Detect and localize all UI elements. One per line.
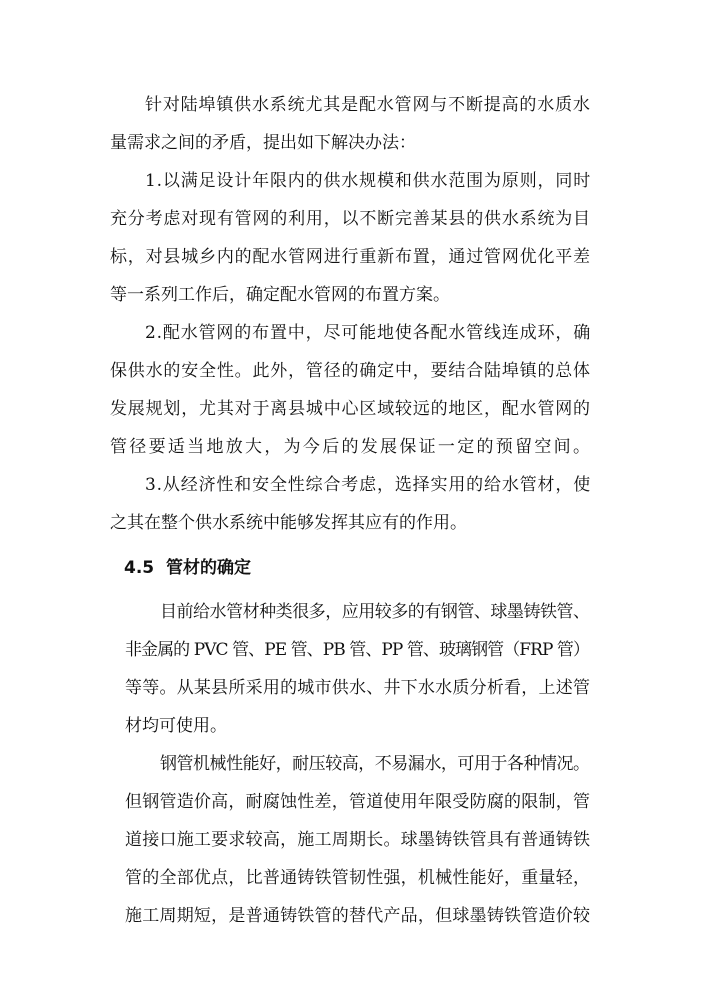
item1-line-2: 充分考虑对现有管网的利用，以不断完善某县的供水系统为目 [110, 209, 591, 229]
para1-line-3: 等等。从某县所采用的城市供水、井下水水质分析看，上述管 [125, 678, 591, 698]
para1-line-4: 材均可使用。 [125, 716, 227, 736]
item2-line-4: 管径要适当地放大，为今后的发展保证一定的预留空间。 [110, 437, 593, 457]
section-title: 管材的确定 [165, 558, 251, 578]
section-heading [124, 558, 251, 578]
para2-line-2: 但钢管造价高，耐腐蚀性差，管道使用年限受防腐的限制，管 [125, 792, 591, 812]
para2-line-3: 道接口施工要求较高，施工周期长。球墨铸铁管具有普通铸铁 [125, 830, 591, 850]
para2-line-5: 施工周期短，是普通铸铁管的替代产品，但球墨铸铁管造价较 [125, 906, 591, 926]
item3-line-2: 之其在整个供水系统中能够发挥其应有的作用。 [110, 513, 467, 533]
item1-line-1: 1.以满足设计年限内的供水规模和供水范围为原则，同时 [145, 171, 592, 191]
para1-line-1: 目前给水管材种类很多，应用较多的有钢管、球墨铸铁管、 [160, 602, 590, 622]
item1-line-4: 等一系列工作后，确定配水管网的布置方案。 [110, 285, 450, 305]
section-number: 4.5 [124, 558, 155, 578]
item1-line-3: 标，对县城乡内的配水管网进行重新布置，通过管网优化平差 [110, 247, 591, 267]
item2-line-3: 发展规划，尤其对于离县城中心区域较远的地区，配水管网的 [110, 399, 591, 419]
item2-line-2: 保供水的安全性。此外，管径的确定中，要结合陆埠镇的总体 [110, 361, 591, 381]
item2-line-1: 2.配水管网的布置中，尽可能地使各配水管线连成环，确 [145, 323, 592, 343]
para2-line-4: 管的全部优点，比普通铸铁管韧性强，机械性能好，重量轻， [125, 868, 591, 888]
item3-line-1: 3.从经济性和安全性综合考虑，选择实用的给水管材，使 [145, 475, 592, 495]
intro-line-1: 针对陆埠镇供水系统尤其是配水管网与不断提高的水质水 [145, 95, 591, 115]
para2-line-1: 钢管机械性能好，耐压较高，不易漏水，可用于各种情况。 [160, 754, 590, 774]
intro-line-2: 量需求之间的矛盾，提出如下解决办法： [110, 133, 416, 153]
para1-line-2: 非金属的 PVC 管、PE 管、PB 管、PP 管、玻璃钢管（FRP 管） [125, 640, 590, 660]
